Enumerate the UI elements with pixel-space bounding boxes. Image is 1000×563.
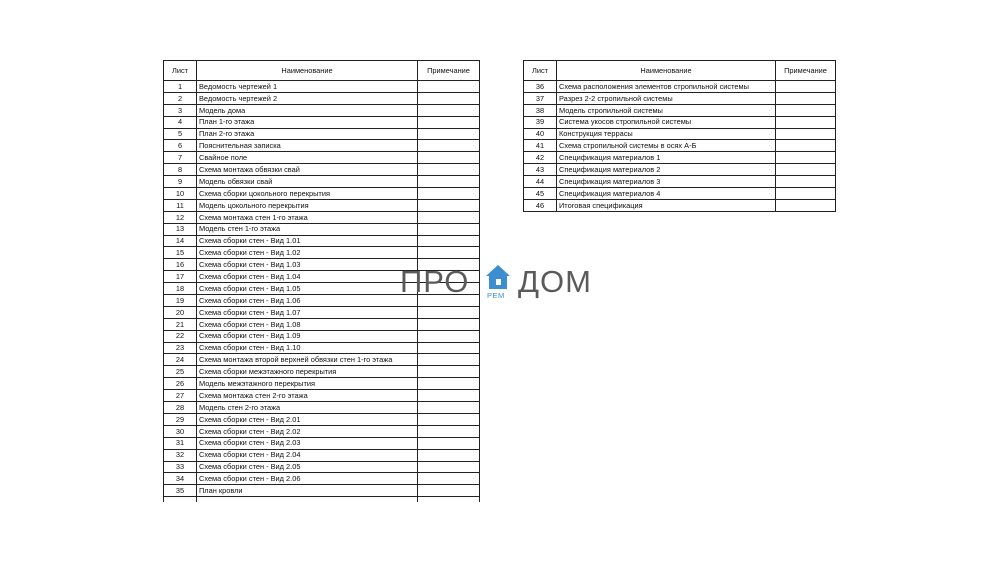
table-row [524,116,836,128]
sheet-name-cell: Схема сборки стен - Вид 1.04 [197,271,418,283]
table-row [164,152,480,164]
table-row [164,128,480,140]
sheet-note-cell [418,176,480,188]
sheet-number-cell: 25 [164,366,197,378]
sheet-name-cell: Модель межэтажного перекрытия [197,378,418,390]
sheet-number-cell: 36 [524,81,557,93]
sheet-note-cell [776,104,836,116]
logo-word-pro: ПРО [400,264,470,299]
sheet-name-cell: Схема сборки стен - Вид 1.02 [197,247,418,259]
sheet-note-cell [418,104,480,116]
sheet-name-cell: Схема сборки стен - Вид 1.09 [197,330,418,342]
sheet-name-cell: Разрез 2-2 стропильной системы [557,92,776,104]
sheet-note-cell [418,366,480,378]
sheet-name-cell: Схема сборки стен - Вид 1.08 [197,318,418,330]
sheet-note-cell [418,92,480,104]
sheet-number-cell: 44 [524,176,557,188]
sheet-note-cell [776,152,836,164]
table-row [164,188,480,200]
sheet-number-cell: 17 [164,271,197,283]
sheet-name-cell: Схема монтажа стен 1-го этажа [197,211,418,223]
table-row [164,437,480,449]
sheet-name-cell: Схема сборки стен - Вид 2.02 [197,425,418,437]
sheet-note-cell [776,176,836,188]
sheet-note-cell [418,413,480,425]
sheet-name-cell: План кровли [197,485,418,497]
sheet-note-cell [776,164,836,176]
sheet-note-cell [776,199,836,211]
table-row [164,318,480,330]
table-row [164,485,480,497]
sheet-name-cell: Модель цокольного перекрытия [197,199,418,211]
table-body-right [524,81,836,212]
sheet-name-cell: Схема сборки стен - Вид 2.01 [197,413,418,425]
sheet-number-cell: 32 [164,449,197,461]
sheet-number-cell: 5 [164,128,197,140]
sheet-name-cell: Спецификация материалов 3 [557,176,776,188]
header-sheet-number: Лист [524,61,557,81]
sheet-number-cell: 4 [164,116,197,128]
sheet-note-cell [418,485,480,497]
empty-cell [164,497,197,503]
table-row-cut [164,497,480,503]
sheet-number-cell: 42 [524,152,557,164]
sheet-number-cell: 43 [524,164,557,176]
table-row [164,104,480,116]
table-row [164,306,480,318]
empty-cell [418,497,480,503]
table-row [164,473,480,485]
logo-word-dom: ДОМ [518,264,592,299]
sheet-name-cell: Спецификация материалов 2 [557,164,776,176]
table-row [164,366,480,378]
sheet-name-cell: Ведомость чертежей 2 [197,92,418,104]
sheet-name-cell: Схема сборки стен - Вид 1.06 [197,295,418,307]
house-icon [483,262,513,292]
table-row [164,413,480,425]
sheet-name-cell: Модель дома [197,104,418,116]
sheet-number-cell: 38 [524,104,557,116]
sheet-note-cell [418,449,480,461]
table-row [164,342,480,354]
table-row [524,176,836,188]
sheet-note-cell [418,306,480,318]
sheet-name-cell: Модель обвязки свай [197,176,418,188]
sheet-name-cell: План 1-го этажа [197,116,418,128]
sheet-number-cell: 35 [164,485,197,497]
sheet-name-cell: Спецификация материалов 4 [557,188,776,200]
sheet-number-cell: 2 [164,92,197,104]
sheet-name-cell: Схема сборки стен - Вид 2.06 [197,473,418,485]
sheet-note-cell [418,164,480,176]
sheet-number-cell: 20 [164,306,197,318]
empty-cell [197,497,418,503]
sheet-name-cell: Схема сборки стен - Вид 1.07 [197,306,418,318]
sheet-number-cell: 22 [164,330,197,342]
table-row [524,140,836,152]
sheet-name-cell: Ведомость чертежей 1 [197,81,418,93]
table-row [524,104,836,116]
sheet-note-cell [418,140,480,152]
sheet-note-cell [418,247,480,259]
sheet-name-cell: План 2-го этажа [197,128,418,140]
sheet-number-cell: 40 [524,128,557,140]
table-row [524,152,836,164]
sheet-name-cell: Пояснительная записка [197,140,418,152]
drawing-list-table-right [523,60,836,212]
sheet-number-cell: 31 [164,437,197,449]
sheet-name-cell: Схема сборки стен - Вид 1.10 [197,342,418,354]
sheet-note-cell [418,330,480,342]
sheet-name-cell: Схема сборки стен - Вид 2.05 [197,461,418,473]
table-row [524,188,836,200]
header-note: Примечание [776,61,836,81]
sheet-note-cell [418,128,480,140]
sheet-name-cell: Схема сборки стен - Вид 1.05 [197,283,418,295]
sheet-note-cell [418,152,480,164]
sheet-name-cell: Спецификация материалов 1 [557,152,776,164]
sheet-number-cell: 15 [164,247,197,259]
sheet-note-cell [418,390,480,402]
table-row [164,116,480,128]
sheet-number-cell: 28 [164,402,197,414]
sheet-note-cell [418,223,480,235]
sheet-note-cell [418,425,480,437]
table-header-row [524,61,836,81]
sheet-name-cell: Модель стен 2-го этажа [197,402,418,414]
sheet-number-cell: 16 [164,259,197,271]
sheet-number-cell: 26 [164,378,197,390]
sheet-note-cell [418,354,480,366]
sheet-name-cell: Схема монтажа обвязки свай [197,164,418,176]
table-row [524,128,836,140]
table-row [164,390,480,402]
sheet-note-cell [776,140,836,152]
sheet-number-cell: 37 [524,92,557,104]
sheet-note-cell [418,461,480,473]
sheet-note-cell [418,378,480,390]
sheet-name-cell: Схема стропильной системы в осях А-Б [557,140,776,152]
sheet-note-cell [418,116,480,128]
sheet-note-cell [418,235,480,247]
sheet-name-cell: Схема расположения элементов стропильной системы [557,81,776,93]
table-row [164,402,480,414]
sheet-note-cell [418,188,480,200]
sheet-note-cell [776,81,836,93]
table-row [164,164,480,176]
sheet-name-cell: Схема монтажа стен 2-го этажа [197,390,418,402]
header-name: Наименование [197,61,418,81]
sheet-name-cell: Схема монтажа второй верхней обвязки стен 1-го этажа [197,354,418,366]
sheet-number-cell: 3 [164,104,197,116]
table-row [164,140,480,152]
table-row [164,330,480,342]
sheet-name-cell: Схема сборки стен - Вид 2.04 [197,449,418,461]
sheet-name-cell: Схема сборки стен - Вид 1.01 [197,235,418,247]
table-row [164,235,480,247]
sheet-name-cell: Модель стен 1-го этажа [197,223,418,235]
sheet-number-cell: 23 [164,342,197,354]
sheet-number-cell: 8 [164,164,197,176]
table-row [164,425,480,437]
sheet-number-cell: 12 [164,211,197,223]
sheet-note-cell [418,473,480,485]
sheet-note-cell [418,211,480,223]
table-row [524,92,836,104]
table-header-row [164,61,480,81]
table-row [164,223,480,235]
sheet-number-cell: 39 [524,116,557,128]
sheet-note-cell [418,402,480,414]
table-row [164,92,480,104]
table-row [164,449,480,461]
logo-sub-rem: РЕМ [487,291,505,300]
sheet-note-cell [418,342,480,354]
sheet-number-cell: 34 [164,473,197,485]
watermark-logo [400,262,600,302]
sheet-number-cell: 41 [524,140,557,152]
sheet-number-cell: 9 [164,176,197,188]
table-row [164,247,480,259]
sheet-note-cell [418,318,480,330]
sheet-number-cell: 30 [164,425,197,437]
header-sheet-number: Лист [164,61,197,81]
sheet-name-cell: Схема сборки цокольного перекрытия [197,188,418,200]
sheet-note-cell [418,81,480,93]
sheet-number-cell: 19 [164,295,197,307]
table-row [524,81,836,93]
table-row [164,461,480,473]
sheet-number-cell: 45 [524,188,557,200]
sheet-number-cell: 1 [164,81,197,93]
table-row [524,164,836,176]
sheet-number-cell: 10 [164,188,197,200]
sheet-number-cell: 14 [164,235,197,247]
sheet-name-cell: Схема сборки стен - Вид 2.03 [197,437,418,449]
sheet-number-cell: 21 [164,318,197,330]
sheet-number-cell: 29 [164,413,197,425]
sheet-note-cell [418,199,480,211]
sheet-number-cell: 13 [164,223,197,235]
sheet-number-cell: 46 [524,199,557,211]
sheet-number-cell: 33 [164,461,197,473]
sheet-note-cell [776,128,836,140]
table-row [164,211,480,223]
table-row [164,176,480,188]
table-row [164,199,480,211]
sheet-note-cell [776,116,836,128]
sheet-number-cell: 18 [164,283,197,295]
sheet-number-cell: 11 [164,199,197,211]
table-row [164,354,480,366]
table-row [164,378,480,390]
header-name: Наименование [557,61,776,81]
sheet-number-cell: 6 [164,140,197,152]
sheet-name-cell: Система укосов стропильной системы [557,116,776,128]
sheet-number-cell: 27 [164,390,197,402]
sheet-name-cell: Итоговая спецификация [557,199,776,211]
sheet-number-cell: 24 [164,354,197,366]
sheet-name-cell: Свайное поле [197,152,418,164]
sheet-note-cell [776,92,836,104]
sheet-name-cell: Модель стропильной системы [557,104,776,116]
sheet-name-cell: Конструкция террасы [557,128,776,140]
sheet-note-cell [418,437,480,449]
sheet-number-cell: 7 [164,152,197,164]
header-note: Примечание [418,61,480,81]
sheet-name-cell: Схема сборки стен - Вид 1.03 [197,259,418,271]
sheet-note-cell [776,188,836,200]
table-row [164,81,480,93]
table-row [524,199,836,211]
sheet-name-cell: Схема сборки межэтажного перекрытия [197,366,418,378]
